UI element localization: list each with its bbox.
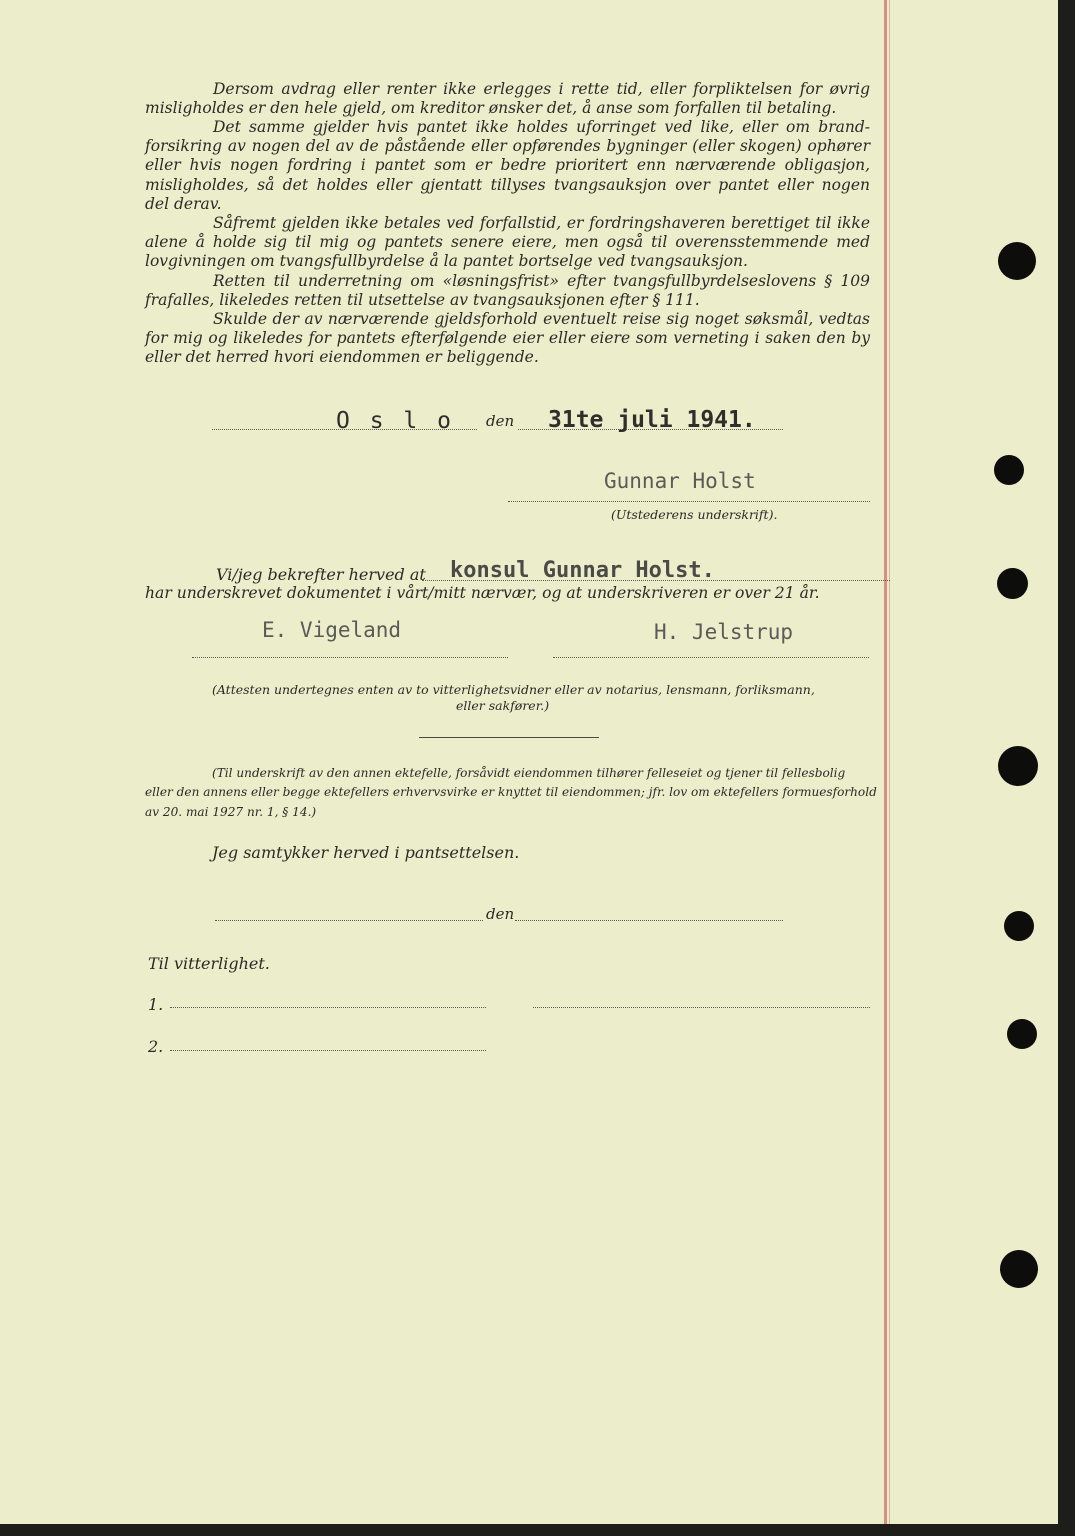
- punch-hole-icon: [1000, 1250, 1038, 1288]
- witness-subject: konsul Gunnar Holst.: [450, 558, 715, 583]
- witness-blank-line-2: [170, 1050, 486, 1051]
- punch-hole-icon: [1004, 911, 1034, 941]
- den-label: den: [486, 412, 515, 430]
- clause-line: forsikring av nogen del av de påstående eller opførendes bygninger (eller skogen) ophører: [145, 137, 870, 156]
- witness-number-1: 1.: [148, 995, 164, 1014]
- clause-pledge-maintenance: [145, 118, 870, 214]
- issuer-name: Gunnar Holst: [604, 469, 756, 493]
- witness-blank-line-1a: [170, 1007, 486, 1008]
- spouse-note-line: av 20. mai 1927 nr. 1, § 14.): [145, 805, 317, 819]
- place-value: O s l o: [336, 408, 454, 434]
- clause-line: Retten til underretning om «løsningsfrist» efter tvangsfullbyrdelseslovens § 109: [213, 272, 870, 290]
- clause-line: Såfremt gjelden ikke betales ved forfallstid, er fordringshaveren berettiget til ikke: [213, 214, 870, 232]
- clause-line: lovgivningen om tvangsfullbyrdelse å la pantet bortselge ved tvangsauksjon.: [145, 252, 748, 271]
- clause-venue: [145, 310, 870, 368]
- consent-place-line: [215, 920, 483, 921]
- spouse-note-line: (Til underskrift av den annen ektefelle, forsåvidt eiendommen tilhører felleseiet og tjener til fellesbolig: [212, 766, 846, 780]
- clause-notice: [145, 272, 870, 310]
- clause-line: frafalles, likeledes retten til utsettelse av tvangsauksjonen efter § 111.: [145, 291, 700, 310]
- issuer-caption: (Utstederens underskrift).: [611, 507, 778, 522]
- clause-line: Dersom avdrag eller renter ikke erlegges i rette tid, eller forpliktelsen for øvrig: [213, 80, 870, 98]
- to-witness-heading: Til vitterlighet.: [148, 954, 270, 973]
- date-value: 31te juli 1941.: [548, 407, 756, 433]
- witness-blank-line-1b: [533, 1007, 870, 1008]
- punch-hole-icon: [1007, 1019, 1037, 1049]
- clause-line: alene å holde sig til mig og pantets senere eiere, men også til overensstemmende med: [145, 233, 870, 252]
- clause-line: misligholdes, så det holdes eller gjentatt tillyses tvangsauksjon over pantet eller nogen: [145, 175, 870, 194]
- den-label-2: den: [486, 905, 515, 923]
- witness-statement-line: har underskrevet dokumentet i vårt/mitt nærvær, og at underskriveren er over 21 år.: [145, 584, 820, 602]
- attest-note-line: eller sakfører.): [456, 698, 550, 713]
- issuer-signature-line: [508, 501, 870, 502]
- consent-statement: Jeg samtykker herved i pantsettelsen.: [212, 843, 520, 862]
- clause-line: del derav.: [145, 194, 222, 213]
- witness-line-1: [192, 657, 508, 658]
- clause-line: for mig og likeledes for pantets efterfølgende eier eller eiere som verneting i saken den by: [145, 329, 870, 348]
- punch-hole-icon: [997, 568, 1028, 599]
- separator-line: [419, 737, 599, 738]
- red-margin-rule: [884, 0, 887, 1524]
- spouse-note-line: eller den annens eller begge ektefellers erhvervsvirke er knyttet til eiendommen; jfr. lov om ektefellers formuesforhold: [145, 785, 877, 799]
- witness-signature-2: H. Jelstrup: [654, 620, 794, 644]
- witness-line-2: [553, 657, 869, 658]
- consent-date-line: [515, 920, 783, 921]
- witness-number-2: 2.: [148, 1037, 164, 1056]
- clause-line: misligholdes er den hele gjeld, om kreditor ønsker det, å anse som forfallen til betaling.: [145, 99, 837, 118]
- punch-hole-icon: [998, 242, 1036, 280]
- attest-note-line: (Attesten undertegnes enten av to vitterlighetsvidner eller av notarius, lensmann, forliksmann,: [212, 682, 815, 697]
- clause-forced-sale: [145, 214, 870, 272]
- punch-hole-icon: [994, 455, 1024, 485]
- punch-hole-icon: [998, 746, 1038, 786]
- clause-line: Skulde der av nærværende gjeldsforhold eventuelt reise sig noget søksmål, vedtas: [213, 310, 870, 328]
- red-margin-rule-secondary: [889, 0, 890, 1524]
- clause-line: Det samme gjelder hvis pantet ikke holdes uforringet ved like, eller om brand-: [213, 118, 870, 136]
- clause-line: eller det herred hvori eiendommen er beliggende.: [145, 348, 539, 367]
- clause-default: [145, 80, 870, 118]
- clause-line: eller hvis nogen fordring i pantet som er bedre prioritert enn nærværende obligasjon,: [145, 156, 870, 175]
- witness-signature-1: E. Vigeland: [262, 618, 402, 642]
- witness-intro: Vi/jeg bekrefter herved at: [216, 565, 426, 584]
